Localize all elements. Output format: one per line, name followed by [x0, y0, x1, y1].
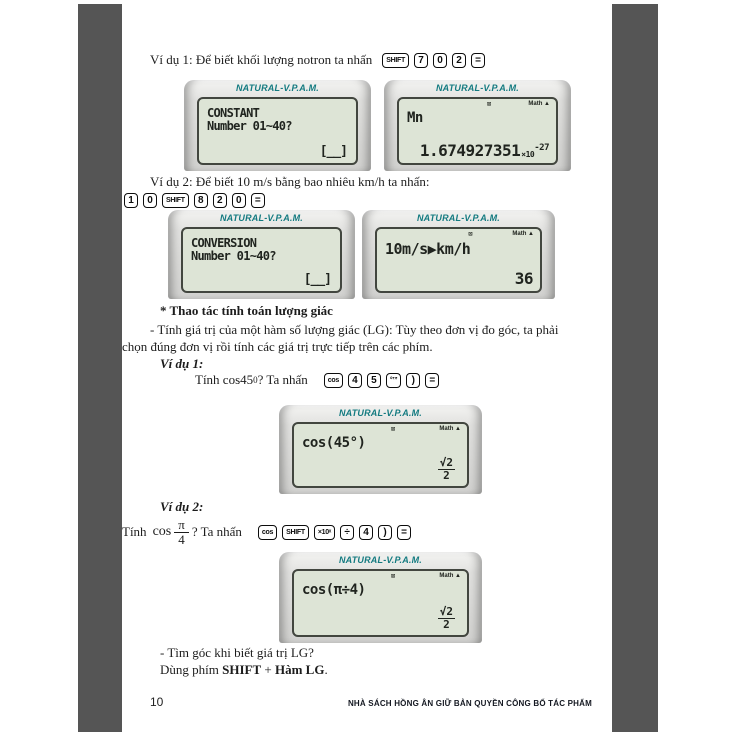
- shift-key: SHIFT: [282, 525, 309, 540]
- ham-lg-keyword: Hàm LG: [274, 662, 325, 677]
- body-text-line1: - Tính giá trị của một hàm số lượng giác (LG): Tùy theo đơn vị đo góc, ta phải: [150, 322, 559, 337]
- result-exponent: -27: [534, 143, 549, 153]
- equals-key: =: [397, 525, 411, 540]
- example-1-task: Tính cos45 0 ? Ta nhấn cos 4 5 °’” ) =: [195, 372, 439, 388]
- digit-key: 4: [359, 525, 373, 540]
- equals-key: =: [251, 193, 265, 208]
- example-1-task-post: ? Ta nhấn: [257, 372, 308, 387]
- disp-indicator-icon: ⊠: [390, 425, 396, 433]
- screen-line: Number 01~40?: [207, 119, 292, 133]
- closing-line1: - Tìm góc khi biết giá trị LG?: [160, 645, 314, 660]
- copyright-text: NHÀ SÁCH HỒNG ÂN GIỮ BẢN QUYỀN CÔNG BỐ TÁC PHẨM: [347, 699, 592, 708]
- example-1-intro: [150, 52, 485, 68]
- example-1-task-pre: Tính cos45: [195, 372, 254, 387]
- calculator-screenshot-cos45: [279, 405, 482, 494]
- calculator-brand: NATURAL-V.P.A.M.: [416, 213, 501, 223]
- calculator-brand: NATURAL-V.P.A.M.: [219, 213, 304, 223]
- page-number: 10: [150, 695, 164, 709]
- digit-key: 2: [213, 193, 227, 208]
- document-page: [122, 4, 612, 732]
- cos-key: cos: [324, 373, 343, 388]
- digit-key: 2: [452, 53, 466, 68]
- calculator-screen: [397, 97, 558, 165]
- screen-input: cos(45°): [302, 435, 366, 451]
- shift-keyword: SHIFT: [222, 662, 262, 677]
- calculator-brand: NATURAL-V.P.A.M.: [338, 555, 423, 565]
- section-heading: * Thao tác tính toán lượng giác: [160, 303, 333, 318]
- screen-input: cos(π÷4): [302, 582, 366, 598]
- example-2-label: Ví dụ 2:: [160, 499, 204, 514]
- equals-key: =: [471, 53, 485, 68]
- calculator-brand: NATURAL-V.P.A.M.: [338, 408, 423, 418]
- body-text-line2: chọn đúng đơn vị rồi tính các giá trị trực tiếp trên các phím.: [122, 339, 433, 354]
- closing-line2-end: .: [324, 662, 328, 677]
- closing-line2-mid: +: [261, 662, 275, 677]
- equals-key: =: [425, 373, 439, 388]
- fraction-denominator: 2: [443, 618, 450, 631]
- cos-key: cos: [258, 525, 277, 540]
- fraction-numerator: π: [174, 518, 189, 533]
- example-2-task-post: ? Ta nhấn: [191, 524, 242, 539]
- shift-key: SHIFT: [162, 193, 189, 208]
- key-sequence-3: [324, 373, 440, 388]
- math-indicator: Math ▲: [439, 426, 461, 432]
- math-indicator: Math ▲: [512, 231, 534, 237]
- screen-line: CONSTANT: [207, 106, 260, 120]
- screen-result-fraction: [438, 605, 455, 630]
- pi-over-4-fraction: [174, 518, 189, 546]
- key-sequence-1: [382, 53, 485, 68]
- example-2-task: [122, 514, 411, 550]
- digit-key: 4: [348, 373, 362, 388]
- screen-prompt: [__]: [303, 272, 331, 287]
- calculator-screen: [292, 569, 469, 637]
- disp-indicator-icon: ⊠: [468, 230, 473, 238]
- math-indicator: Math ▲: [528, 101, 550, 107]
- close-paren-key: ): [378, 525, 392, 540]
- dms-key: °’”: [386, 373, 401, 388]
- calculator-brand: NATURAL-V.P.A.M.: [235, 83, 320, 93]
- digit-key: 0: [232, 193, 246, 208]
- calculator-screen: [375, 227, 542, 293]
- example-2-intro: Ví dụ 2: Để biết 10 m/s bằng bao nhiêu km/h ta nhấn:: [150, 174, 430, 189]
- closing-line2: [160, 662, 328, 678]
- digit-key: 0: [143, 193, 157, 208]
- screen-result: 36: [514, 269, 533, 288]
- example-1-intro-text: Ví dụ 1: Để biết khối lượng notron ta nhấn: [150, 52, 373, 67]
- key-sequence-4: [258, 525, 411, 540]
- math-indicator: Math ▲: [439, 573, 461, 579]
- closing-line2-pre: Dùng phím: [160, 662, 223, 677]
- screen-input: Mn: [407, 110, 423, 126]
- close-paren-key: ): [406, 373, 420, 388]
- example-1-label: Ví dụ 1:: [160, 356, 204, 371]
- fraction-numerator: √2: [439, 605, 453, 618]
- fraction-denominator: 2: [443, 469, 450, 482]
- calculator-screen: [197, 97, 358, 165]
- digit-key: 5: [367, 373, 381, 388]
- calculator-screenshot-conversion: [168, 210, 355, 299]
- calculator-screenshot-neutron-mass: [384, 80, 571, 171]
- key-sequence-2: [124, 193, 265, 208]
- screen-line: Number 01~40?: [191, 249, 276, 263]
- digit-key: 7: [414, 53, 428, 68]
- calculator-screenshot-constant: [184, 80, 371, 171]
- disp-indicator-icon: ⊠: [486, 100, 492, 108]
- screen-result: [420, 141, 549, 160]
- example-2-task-tinh: Tính: [122, 524, 147, 539]
- digit-key: 8: [194, 193, 208, 208]
- x10x-key: ×10ˣ: [314, 525, 335, 540]
- shift-key: SHIFT: [382, 53, 409, 68]
- screen-input: 10m/s▶km/h: [385, 240, 471, 258]
- screen-prompt: [__]: [319, 144, 347, 159]
- fraction-numerator: √2: [439, 456, 453, 469]
- calculator-screen: [181, 227, 342, 293]
- page-footer: [150, 695, 592, 709]
- calculator-screenshot-cospi4: [279, 552, 482, 643]
- calculator-screen: [292, 422, 469, 488]
- fraction-denominator: 4: [178, 531, 185, 547]
- calculator-screenshot-ms-kmh: [362, 210, 555, 299]
- cos-symbol: cos: [152, 524, 172, 539]
- result-multiplier: ×10: [521, 150, 535, 159]
- disp-indicator-icon: ⊠: [390, 572, 396, 580]
- digit-key: 1: [124, 193, 138, 208]
- screen-line: CONVERSION: [191, 236, 257, 250]
- screen-result-fraction: [438, 456, 455, 481]
- digit-key: 0: [433, 53, 447, 68]
- divide-key: ÷: [340, 525, 354, 540]
- calculator-brand: NATURAL-V.P.A.M.: [435, 83, 520, 93]
- result-mantissa: 1.674927351: [419, 141, 521, 160]
